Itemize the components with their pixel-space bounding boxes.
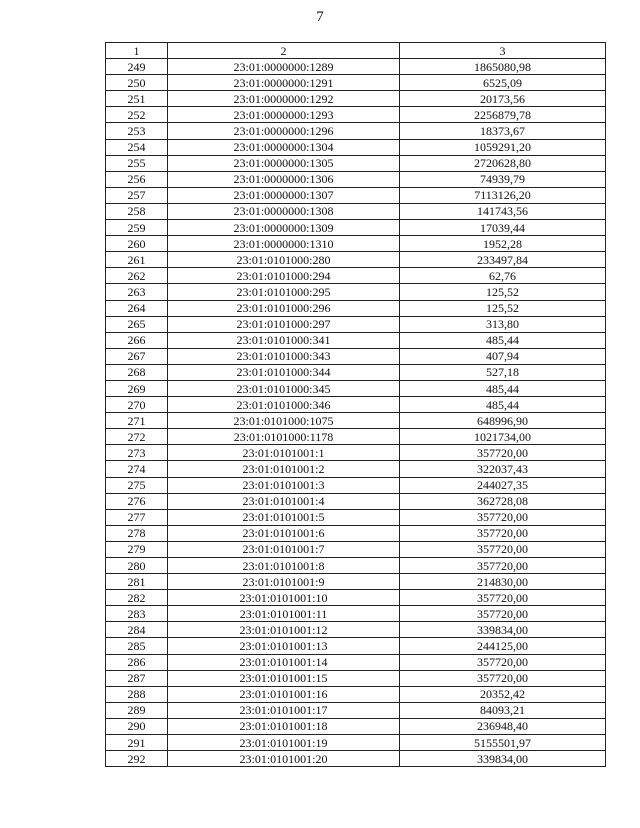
row-number-cell: 263	[106, 284, 168, 300]
cadastral-number-cell: 23:01:0000000:1292	[168, 91, 400, 107]
row-number-cell: 260	[106, 236, 168, 252]
cadastral-number-cell: 23:01:0000000:1310	[168, 236, 400, 252]
table-row	[106, 252, 606, 268]
value-cell: 20173,56	[400, 91, 606, 107]
cadastral-number-cell: 23:01:0000000:1289	[168, 59, 400, 75]
value-cell: 20352,42	[400, 686, 606, 702]
table-row	[106, 75, 606, 91]
table-row	[106, 493, 606, 509]
row-number-cell: 277	[106, 509, 168, 525]
table-row	[106, 300, 606, 316]
value-cell: 17039,44	[400, 220, 606, 236]
value-cell: 74939,79	[400, 171, 606, 187]
table-body	[106, 59, 606, 767]
row-number-cell: 278	[106, 525, 168, 541]
table-row	[106, 203, 606, 219]
table-row	[106, 654, 606, 670]
value-cell: 339834,00	[400, 751, 606, 767]
table-row	[106, 477, 606, 493]
cadastral-number-cell: 23:01:0000000:1309	[168, 220, 400, 236]
table-row	[106, 590, 606, 606]
cadastral-number-cell: 23:01:0101001:17	[168, 702, 400, 718]
value-cell: 357720,00	[400, 509, 606, 525]
row-number-cell: 258	[106, 203, 168, 219]
row-number-cell: 252	[106, 107, 168, 123]
row-number-cell: 270	[106, 397, 168, 413]
row-number-cell: 282	[106, 590, 168, 606]
row-number-cell: 253	[106, 123, 168, 139]
value-cell: 322037,43	[400, 461, 606, 477]
table-header	[106, 43, 606, 59]
cadastral-number-cell: 23:01:0000000:1296	[168, 123, 400, 139]
cadastral-number-cell: 23:01:0101000:1075	[168, 413, 400, 429]
cadastral-number-cell: 23:01:0000000:1306	[168, 171, 400, 187]
table-row	[106, 123, 606, 139]
table-row	[106, 445, 606, 461]
row-number-cell: 262	[106, 268, 168, 284]
table-row	[106, 348, 606, 364]
row-number-cell: 259	[106, 220, 168, 236]
row-number-cell: 291	[106, 735, 168, 751]
cadastral-number-cell: 23:01:0101000:343	[168, 348, 400, 364]
table-row	[106, 364, 606, 380]
table-row	[106, 509, 606, 525]
cadastral-number-cell: 23:01:0101001:1	[168, 445, 400, 461]
value-cell: 141743,56	[400, 203, 606, 219]
cadastral-number-cell: 23:01:0101000:295	[168, 284, 400, 300]
value-cell: 6525,09	[400, 75, 606, 91]
row-number-cell: 273	[106, 445, 168, 461]
row-number-cell: 254	[106, 139, 168, 155]
row-number-cell: 285	[106, 638, 168, 654]
header-row	[106, 43, 606, 59]
table-row	[106, 397, 606, 413]
cadastral-number-cell: 23:01:0101001:15	[168, 670, 400, 686]
cadastral-number-cell: 23:01:0101001:18	[168, 718, 400, 734]
table-row	[106, 91, 606, 107]
row-number-cell: 261	[106, 252, 168, 268]
cadastral-number-cell: 23:01:0101001:5	[168, 509, 400, 525]
value-cell: 485,44	[400, 380, 606, 396]
cadastral-number-cell: 23:01:0101000:341	[168, 332, 400, 348]
row-number-cell: 281	[106, 574, 168, 590]
table-row	[106, 751, 606, 767]
value-cell: 125,52	[400, 300, 606, 316]
cadastral-number-cell: 23:01:0101001:11	[168, 606, 400, 622]
value-cell: 357720,00	[400, 670, 606, 686]
row-number-cell: 284	[106, 622, 168, 638]
value-cell: 1865080,98	[400, 59, 606, 75]
row-number-cell: 256	[106, 171, 168, 187]
value-cell: 7113126,20	[400, 187, 606, 203]
row-number-cell: 274	[106, 461, 168, 477]
table-row	[106, 702, 606, 718]
row-number-cell: 268	[106, 364, 168, 380]
header-col-3: 3	[400, 43, 606, 59]
cadastral-number-cell: 23:01:0000000:1304	[168, 139, 400, 155]
row-number-cell: 272	[106, 429, 168, 445]
cadastral-number-cell: 23:01:0101001:19	[168, 735, 400, 751]
row-number-cell: 251	[106, 91, 168, 107]
cadastral-number-cell: 23:01:0101000:297	[168, 316, 400, 332]
cadastral-number-cell: 23:01:0000000:1293	[168, 107, 400, 123]
table-row	[106, 606, 606, 622]
cadastral-number-cell: 23:01:0101000:345	[168, 380, 400, 396]
table-row	[106, 187, 606, 203]
row-number-cell: 249	[106, 59, 168, 75]
cadastral-number-cell: 23:01:0101000:346	[168, 397, 400, 413]
table-row	[106, 139, 606, 155]
value-cell: 527,18	[400, 364, 606, 380]
table-row	[106, 558, 606, 574]
table-row	[106, 171, 606, 187]
value-cell: 485,44	[400, 397, 606, 413]
value-cell: 244125,00	[400, 638, 606, 654]
cadastral-number-cell: 23:01:0101000:280	[168, 252, 400, 268]
value-cell: 2720628,80	[400, 155, 606, 171]
row-number-cell: 289	[106, 702, 168, 718]
table-row	[106, 670, 606, 686]
table-row	[106, 735, 606, 751]
table-row	[106, 220, 606, 236]
cadastral-number-cell: 23:01:0000000:1291	[168, 75, 400, 91]
table-row	[106, 284, 606, 300]
value-cell: 125,52	[400, 284, 606, 300]
cadastral-number-cell: 23:01:0101000:294	[168, 268, 400, 284]
table-row	[106, 332, 606, 348]
table-row	[106, 622, 606, 638]
row-number-cell: 276	[106, 493, 168, 509]
table-row	[106, 236, 606, 252]
table-row	[106, 268, 606, 284]
value-cell: 236948,40	[400, 718, 606, 734]
cadastral-number-cell: 23:01:0101001:12	[168, 622, 400, 638]
row-number-cell: 255	[106, 155, 168, 171]
table-row	[106, 413, 606, 429]
value-cell: 5155501,97	[400, 735, 606, 751]
value-cell: 357720,00	[400, 606, 606, 622]
cadastral-number-cell: 23:01:0101001:9	[168, 574, 400, 590]
cadastral-number-cell: 23:01:0101000:296	[168, 300, 400, 316]
cadastral-number-cell: 23:01:0101001:6	[168, 525, 400, 541]
table-row	[106, 59, 606, 75]
row-number-cell: 264	[106, 300, 168, 316]
value-cell: 648996,90	[400, 413, 606, 429]
row-number-cell: 287	[106, 670, 168, 686]
value-cell: 357720,00	[400, 525, 606, 541]
cadastral-number-cell: 23:01:0101001:14	[168, 654, 400, 670]
row-number-cell: 292	[106, 751, 168, 767]
page-number: 7	[316, 9, 324, 25]
cadastral-number-cell: 23:01:0101001:8	[168, 558, 400, 574]
value-cell: 62,76	[400, 268, 606, 284]
table-row	[106, 461, 606, 477]
row-number-cell: 288	[106, 686, 168, 702]
cadastral-number-cell: 23:01:0101001:2	[168, 461, 400, 477]
value-cell: 357720,00	[400, 654, 606, 670]
table-row	[106, 686, 606, 702]
value-cell: 407,94	[400, 348, 606, 364]
value-cell: 362728,08	[400, 493, 606, 509]
value-cell: 1952,28	[400, 236, 606, 252]
row-number-cell: 257	[106, 187, 168, 203]
value-cell: 357720,00	[400, 590, 606, 606]
header-col-1: 1	[106, 43, 168, 59]
value-cell: 1059291,20	[400, 139, 606, 155]
table-row	[106, 380, 606, 396]
value-cell: 339834,00	[400, 622, 606, 638]
value-cell: 233497,84	[400, 252, 606, 268]
table-row	[106, 107, 606, 123]
value-cell: 485,44	[400, 332, 606, 348]
cadastral-number-cell: 23:01:0101001:10	[168, 590, 400, 606]
row-number-cell: 280	[106, 558, 168, 574]
value-cell: 357720,00	[400, 558, 606, 574]
row-number-cell: 290	[106, 718, 168, 734]
cadastral-number-cell: 23:01:0101001:13	[168, 638, 400, 654]
cadastral-number-cell: 23:01:0101000:1178	[168, 429, 400, 445]
table-row	[106, 316, 606, 332]
cadastral-number-cell: 23:01:0101001:20	[168, 751, 400, 767]
value-cell: 357720,00	[400, 541, 606, 557]
table-row	[106, 525, 606, 541]
value-cell: 1021734,00	[400, 429, 606, 445]
table-row	[106, 638, 606, 654]
cadastral-number-cell: 23:01:0101001:4	[168, 493, 400, 509]
table-row	[106, 574, 606, 590]
cadastral-number-cell: 23:01:0101001:3	[168, 477, 400, 493]
table-row	[106, 718, 606, 734]
row-number-cell: 279	[106, 541, 168, 557]
cadastral-number-cell: 23:01:0000000:1308	[168, 203, 400, 219]
row-number-cell: 283	[106, 606, 168, 622]
cadastral-number-cell: 23:01:0101001:16	[168, 686, 400, 702]
table-row	[106, 155, 606, 171]
row-number-cell: 271	[106, 413, 168, 429]
value-cell: 18373,67	[400, 123, 606, 139]
cadastral-number-cell: 23:01:0101001:7	[168, 541, 400, 557]
row-number-cell: 250	[106, 75, 168, 91]
row-number-cell: 267	[106, 348, 168, 364]
table-row	[106, 429, 606, 445]
value-cell: 2256879,78	[400, 107, 606, 123]
value-cell: 244027,35	[400, 477, 606, 493]
value-cell: 357720,00	[400, 445, 606, 461]
row-number-cell: 266	[106, 332, 168, 348]
header-col-2: 2	[168, 43, 400, 59]
row-number-cell: 286	[106, 654, 168, 670]
row-number-cell: 269	[106, 380, 168, 396]
cadastral-table	[105, 42, 606, 767]
table-row	[106, 541, 606, 557]
cadastral-number-cell: 23:01:0000000:1305	[168, 155, 400, 171]
row-number-cell: 275	[106, 477, 168, 493]
cadastral-number-cell: 23:01:0101000:344	[168, 364, 400, 380]
value-cell: 84093,21	[400, 702, 606, 718]
value-cell: 214830,00	[400, 574, 606, 590]
value-cell: 313,80	[400, 316, 606, 332]
cadastral-number-cell: 23:01:0000000:1307	[168, 187, 400, 203]
row-number-cell: 265	[106, 316, 168, 332]
